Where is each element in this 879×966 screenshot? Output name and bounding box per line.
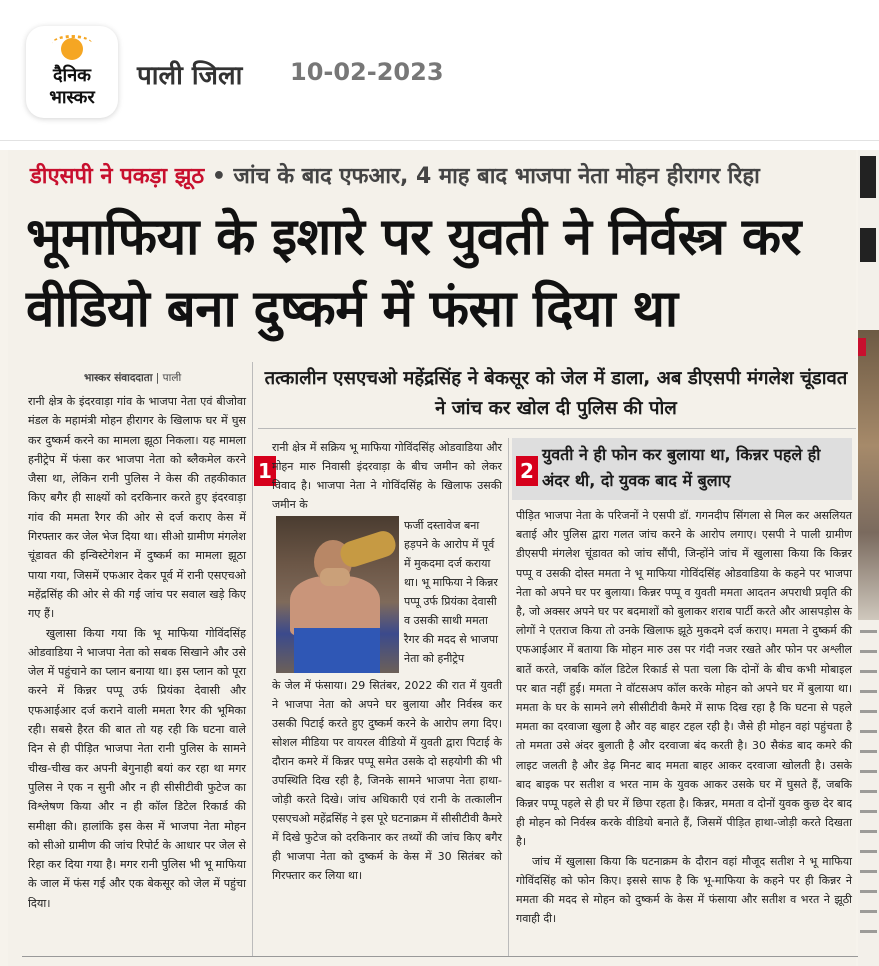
logo-text-line2: भास्कर: [49, 87, 95, 108]
photo-figure-cloth: [294, 628, 380, 673]
right-paragraph-2: जांच में खुलासा किया कि घटनाक्रम के दौरान वहां मौजूद सतीश ने भू माफिया गोविंदसिंह को फोन किए। इससे साफ है कि भू-माफिया के कहने पर ही किन्नर ने ममता की मदद से मोहन को दुष्कर्म के केस में फंसाया और सतीश व भरत ने झूठी गवाही दी।: [516, 854, 852, 926]
adjacent-text-fragment: [860, 630, 877, 950]
news-clipping[interactable]: [0, 150, 879, 966]
main-headline: भूमाफिया के इशारे पर युवती ने निर्वस्त्र कर वीडियो बना दुष्कर्म में फंसा दिया था: [26, 208, 801, 339]
right-paragraph-1: पीड़ित भाजपा नेता के परिजनों ने एसपी डॉ. गगनदीप सिंगला से मिल कर असलियत बताई और पुलिस द्वारा गलत जांच करने के आरोप लगाए। एसपी ने पाली ग्रामीण डीएसपी मंगलेश चूंडावत को जांच सौंपी, जिन्होंने जांच में खुलासा किया कि किन्नर पप्पू व उसकी दोस्त ममता ने भू माफिया गोविंदसिंह ओडवाडिया के कहने पर भाजपा नेता को अपने घर पर बुलाया। किन्नर पप्पू व युवती ममता आदतन अपराधी प्रवृति की है, जो अक्सर अपने घर पर बदमाशों को बुलाकर शराब पार्टी करते और आसपड़ोस के लोगों ने एतराज किया तो उनके खिलाफ झूठे मुकदमे दर्ज कराए। ममता ने दुष्कर्म की एफआईआर में बताया कि मोहन मारु उस पर गंदी नजर रखते और फोन पर अश्लील बातें करते, जबकि कॉल डिटेल रिकार्ड से पता चला कि दोनों के बीच कभी मोबाइल पर बात नहीं हुई। ममता ने वॉटसअप कॉल करके मोहन को अपने घर में बुलाया था। ममता के घर के सामने लगे सीसीटीवी कैमरे में साफ दिख रहा है कि घटना से पहले ममता का दरवाजा खुला है और वह बाहर टहल रही है। जैसे ही मोहन वहां पहुंचता है तो ममता उसे अंदर बुलाती है और दरवाजा बंद करती है। 30 सैकंड बाद कमरे की लाइट जलती है और डेढ़ मिनट बाद ममता बाहर आकर दरवाजा खोलती है। उसके बाद बाइक पर सतीश व भरत नाम के युवक आकर उसके घर में घुसते हैं, जबकि किन्नर पप्पू पहले से ही घर में छिपा रहता है। किन्नर, ममता व दोनों युवक कुछ देर बाद ही मोहन को निर्वस्त्र करके वीडियो बनाते हैं, जिसमें पीड़ित हाथा-जोड़ी करते दिखता है।: [516, 509, 852, 849]
middle-paragraph-bottom: के जेल में फंसाया। 29 सितंबर, 2022 की रात में युवती ने भाजपा नेता को अपने घर बुलाया और निर्वस्त्र कर उसकी पिटाई करते हुए दुष्कर्म करने के आरोप लगा दिए। सोशल मीडिया पर वायरल वीडियो में युवती द्वारा पिटाई के दौरान कमरे में किन्नर पप्पू समेत उसके दो सहयोगी की भी उपस्थिति दिख रही है, जिनके सामने भाजपा नेता हाथा-जोड़ी करते दिखे। जांच अधिकारी एवं रानी के तत्कालीन एसएचओ महेंद्रसिंह ने इस पूरे घटनाक्रम में सीसीटीवी कैमरे में दिखे फुटेज को दरकिनार कर तथ्यों की जांच किए बगैर ही भाजपा नेता को दुष्कर्म के केस में 30 सितंबर को गिरफ्तार कर लिया था।: [272, 679, 502, 882]
news-photo: [276, 516, 399, 673]
dainik-bhaskar-logo[interactable]: [26, 26, 118, 118]
adjacent-red-marker: [858, 338, 866, 356]
adjacent-headline-fragment-2: [860, 228, 876, 262]
edition-date: 10-02-2023: [290, 58, 444, 86]
sub-headline: तत्कालीन एसएचओ महेंद्रसिंह ने बेकसूर को जेल में डाला, अब डीएसपी मंगलेश चूंडावत ने जांच कर खोल दी पुलिस की पोल: [264, 368, 848, 419]
left-column: [28, 370, 246, 913]
middle-paragraph-side: फर्जी दस्तावेज बना हड़पने के आरोप में पूर्व में मुकदमा दर्ज कराया था। भू माफिया ने किन्नर पप्पू उर्फ प्रियंका देवासी व उसकी साथी ममता रैगर की मदद से भाजपा नेता को हनीट्रेप: [404, 519, 499, 665]
clipping-paper: [8, 150, 856, 966]
kicker-highlight: डीएसपी ने पकड़ा झूठ: [30, 164, 205, 189]
edition-title: पाली जिला: [137, 61, 243, 91]
photo-figure-hand: [320, 568, 350, 586]
adjacent-photo-fragment: [858, 330, 879, 620]
column-divider: [252, 362, 253, 957]
left-paragraph-1: रानी क्षेत्र के इंदरवाड़ा गांव के भाजपा नेता एवं बीजोवा मंडल के महामंत्री मोहन हीरागर के खिलाफ घर में घुस कर दुष्कर्म करने का मामला झूठा निकला। यह मामला हनीट्रेप में फंसा कर भाजपा नेता को ब्लैकमेल करने जैसा था, लेकिन रानी पुलिस ने केस की तहकीकात किए बगैर ही साक्ष्यों को दरकिनार करते हुए इंदरवाड़ा गांव की ममता रैगर की ओर से दर्ज कराए केस में गिरफ्तार कर जेल भेज दिया था। सीओ ग्रामीण मंगलेश चूंडावत की इन्विस्टेगेशन में दुष्कर्म का मामला झूठा पाया गया, जिसमें एफआर देकर पूर्व में रानी एसएचओ महेंद्रसिंह की ओर से की गई जांच पर सवाल खड़े किए गए हैं।: [28, 395, 246, 621]
section-number-badge-2: 2: [516, 456, 538, 486]
right-body: [516, 506, 852, 928]
right-heading: युवती ने ही फोन कर बुलाया था, किन्नर पहले ही अंदर थी, दो युवक बाद में बुलाए: [542, 445, 821, 490]
byline: भास्कर संवाददाता | पाली: [84, 372, 182, 384]
subhead-divider: [258, 428, 856, 429]
header-divider: [0, 140, 879, 141]
byline-place: पाली: [162, 372, 182, 384]
kicker-text: • जांच के बाद एफआर, 4 माह बाद भाजपा नेता मोहन हीरागर रिहा: [204, 164, 760, 189]
left-paragraph-2: खुलासा किया गया कि भू माफिया गोविंदसिंह ओडवाडिया ने भाजपा नेता को सबक सिखाने और उसे जेल में पहुंचाने का प्लान बनाया था। इस प्लान को पूरा करने में किन्नर पप्पू उर्फ प्रियंका देवासी और एफआईआर दर्ज कराने वाली ममता रैगर की भूमिका रही। सबसे हैरत की बात तो यह रही कि घटना वाले दिन से ही पीड़ित भाजपा नेता रानी पुलिस के सामने चीख-चीख कर अपनी बेगुनाही बयां कर रहा था मगर पुलिस ने एक न सुनी और न ही सीसीटीवी फुटेज का विश्लेषण किया और न ही कॉल डिटेल रिकार्ड की समीक्षा की। हालांकि इस केस में भाजपा नेता मोहन को सीओ ग्रामीण की जांच रिपोर्ट के आधार पर जेल से रिहा कर दिया गया है। मगर रानी पुलिस भी भू माफिया के जाल में फंस गई और एक बेकसूर को जेल में पहुंचा दिया।: [28, 626, 246, 910]
photo-arm: [337, 528, 398, 570]
adjacent-clipping-edge: [858, 150, 879, 966]
middle-paragraph-top: रानी क्षेत्र में सक्रिय भू माफिया गोविंदसिंह ओडवाडिया और मोहन मारु निवासी इंदरवाड़ा के बीच जमीन को लेकर विवाद है। भाजपा नेता ने गोविंदसिंह के खिलाफ उसकी जमीन के: [272, 441, 502, 511]
adjacent-headline-fragment: [860, 156, 876, 198]
clipping-bottom-edge: [22, 956, 862, 957]
byline-name: भास्कर संवाददाता: [84, 372, 153, 384]
sun-icon: [61, 38, 83, 60]
app-header: [0, 0, 879, 140]
column-divider-2: [508, 438, 509, 956]
kicker-line: [30, 162, 850, 192]
logo-text-line1: दैनिक: [52, 65, 92, 86]
section-number-badge-1: 1: [254, 456, 276, 486]
